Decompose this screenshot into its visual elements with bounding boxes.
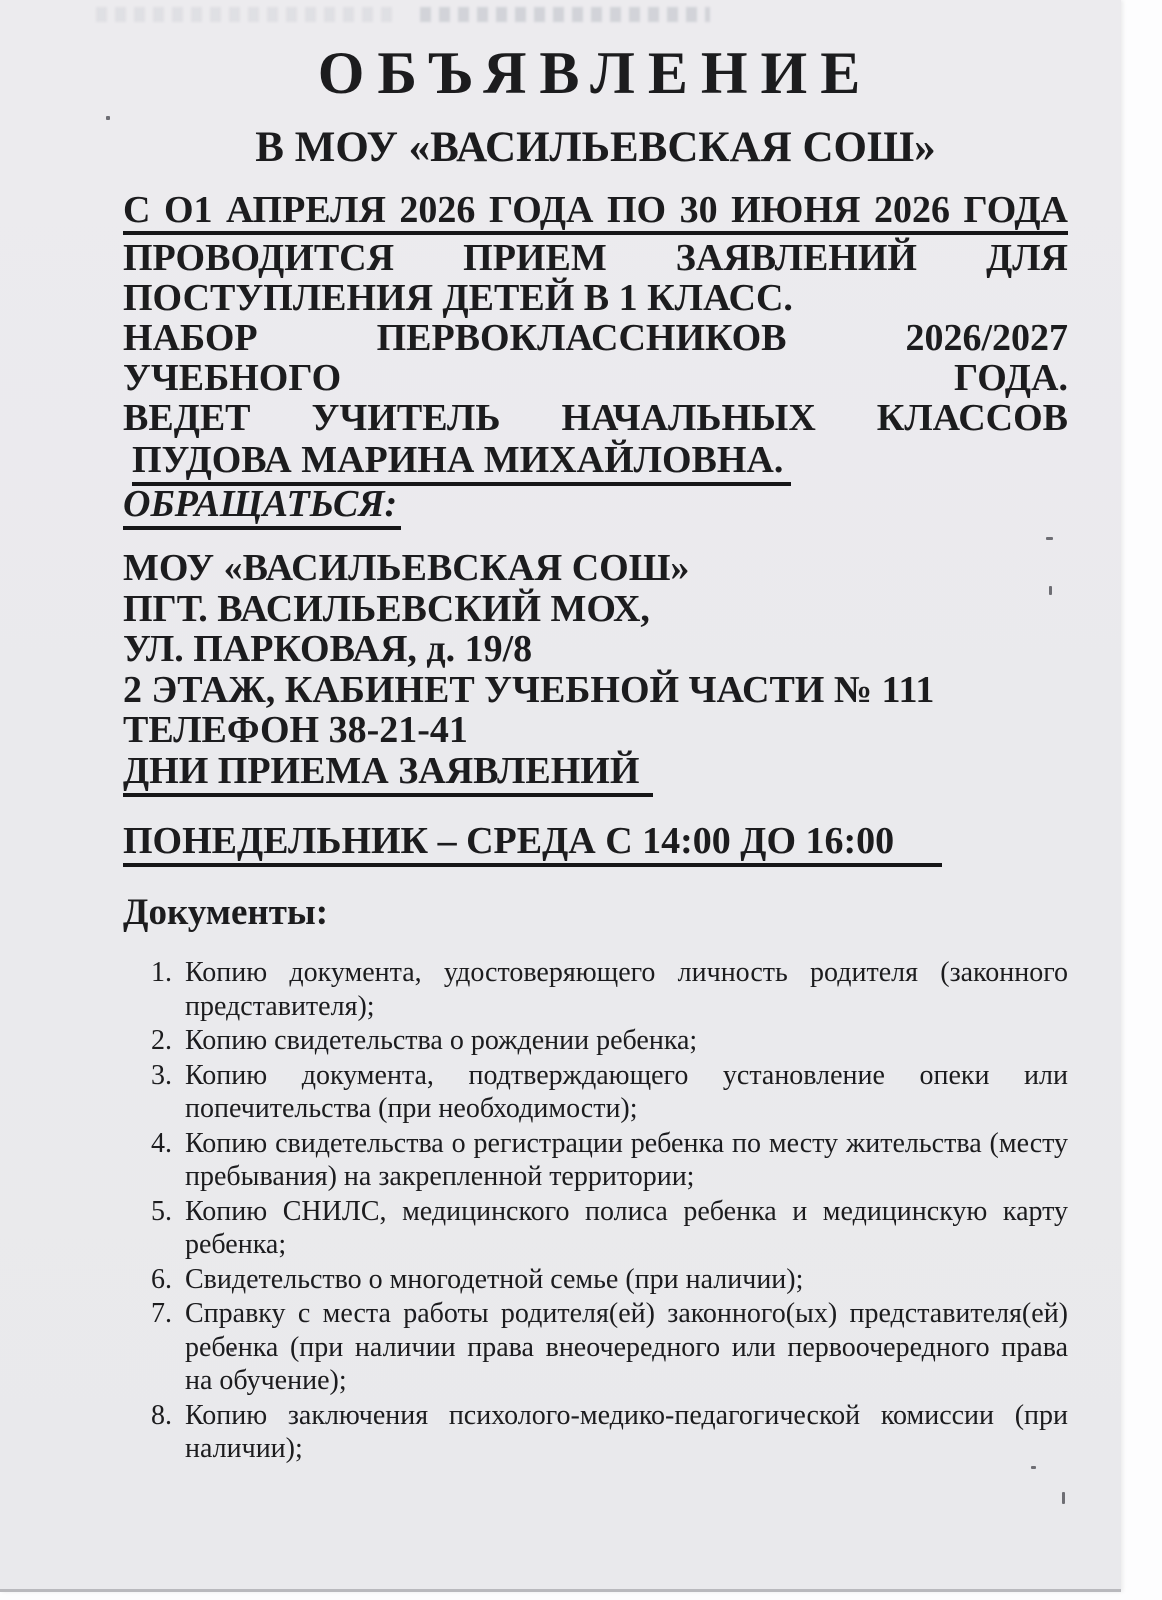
list-item-text: Копию заключения психолого-медико-педагогической комиссии (при наличии); — [185, 1399, 1068, 1464]
enrollment-line-2: ВЕДЕТ УЧИТЕЛЬ НАЧАЛЬНЫХ КЛАССОВ — [123, 397, 1068, 439]
address-street: УЛ. ПАРКОВАЯ, д. 19/8 — [123, 628, 533, 670]
scan-speck — [106, 116, 110, 120]
document-body — [123, 0, 1068, 1467]
intro-line-2: ПРОВОДИТСЯ ПРИЕМ ЗАЯВЛЕНИЙ ДЛЯ — [123, 237, 1068, 279]
list-item-number: 3. — [151, 1059, 172, 1091]
admission-period-line: С О1 АПРЕЛЯ 2026 ГОДА ПО 30 ИЮНЯ 2026 ГОДА — [123, 190, 1068, 235]
reception-days-line — [123, 751, 1068, 792]
list-item — [123, 1127, 1068, 1194]
list-item — [123, 1059, 1068, 1126]
intro-paragraph — [123, 190, 1068, 524]
list-item-text: Копию СНИЛС, медицинского полиса ребенка и медицинскую карту ребенка; — [185, 1195, 1068, 1260]
list-item-text: Копию свидетельства о рождении ребенка; — [185, 1025, 698, 1056]
reception-days-label: ДНИ ПРИЕМА ЗАЯВЛЕНИЙ — [123, 750, 653, 797]
contact-label-line — [123, 484, 1068, 524]
address-settlement: ПГТ. ВАСИЛЬЕВСКИЙ МОХ, — [123, 587, 650, 630]
intro-line-3: ПОСТУПЛЕНИЯ ДЕТЕЙ В 1 КЛАСС. — [123, 277, 793, 319]
list-item — [123, 956, 1068, 1023]
list-item — [123, 1399, 1068, 1466]
teacher-name-line — [132, 440, 1068, 480]
list-item-text: Копию документа, подтверждающего установление опеки или попечительства (при необходимости); — [185, 1059, 1068, 1124]
list-item-number: 7. — [151, 1298, 172, 1329]
scan-speck — [1062, 1492, 1065, 1504]
contact-label: ОБРАЩАТЬСЯ: — [123, 483, 401, 530]
list-item — [123, 1263, 1068, 1297]
address-block — [123, 548, 1068, 791]
list-item-number: 5. — [151, 1195, 172, 1227]
teacher-name: ПУДОВА МАРИНА МИХАЙЛОВНА. — [132, 439, 791, 486]
list-item-text: Свидетельство о многодетной семье (при наличии); — [185, 1263, 804, 1295]
address-phone: ТЕЛЕФОН 38-21-41 — [123, 709, 468, 751]
announcement-title: ОБЪЯВЛЕНИЕ — [317, 40, 874, 106]
list-item-number: 4. — [151, 1127, 172, 1159]
schedule-line — [123, 820, 1068, 862]
list-item-number: 1. — [151, 957, 172, 988]
list-item-number: 2. — [151, 1025, 172, 1056]
documents-heading: Документы: — [123, 892, 329, 933]
address-school: МОУ «ВАСИЛЬЕВСКАЯ СОШ» — [123, 547, 690, 589]
schedule-text: ПОНЕДЕЛЬНИК – СРЕДА С 14:00 ДО 16:00 — [123, 820, 942, 867]
documents-list — [123, 956, 1068, 1466]
school-name-heading: В МОУ «ВАСИЛЬЕВСКАЯ СОШ» — [255, 124, 936, 171]
list-item — [123, 1297, 1068, 1398]
list-item-text: Копию документа, удостоверяющего личность родителя (законного представителя); — [185, 957, 1068, 1022]
enrollment-line-1: НАБОР ПЕРВОКЛАССНИКОВ 2026/2027 УЧЕБНОГО ГОДА. — [123, 317, 1068, 399]
list-item — [123, 1195, 1068, 1262]
list-item-number: 8. — [151, 1399, 172, 1431]
list-item — [123, 1024, 1068, 1058]
list-item-text: Справку с места работы родителя(ей) законного(ых) представителя(ей) ребенка (при наличии права внеочередного или первоочередного права на обучение); — [185, 1298, 1068, 1396]
list-item-text: Копию свидетельства о регистрации ребенка по месту жительства (месту пребывания) на закрепленной территории; — [185, 1127, 1068, 1192]
address-office: 2 ЭТАЖ, КАБИНЕТ УЧЕБНОЙ ЧАСТИ № 111 — [123, 668, 935, 711]
list-item-number: 6. — [151, 1263, 172, 1295]
